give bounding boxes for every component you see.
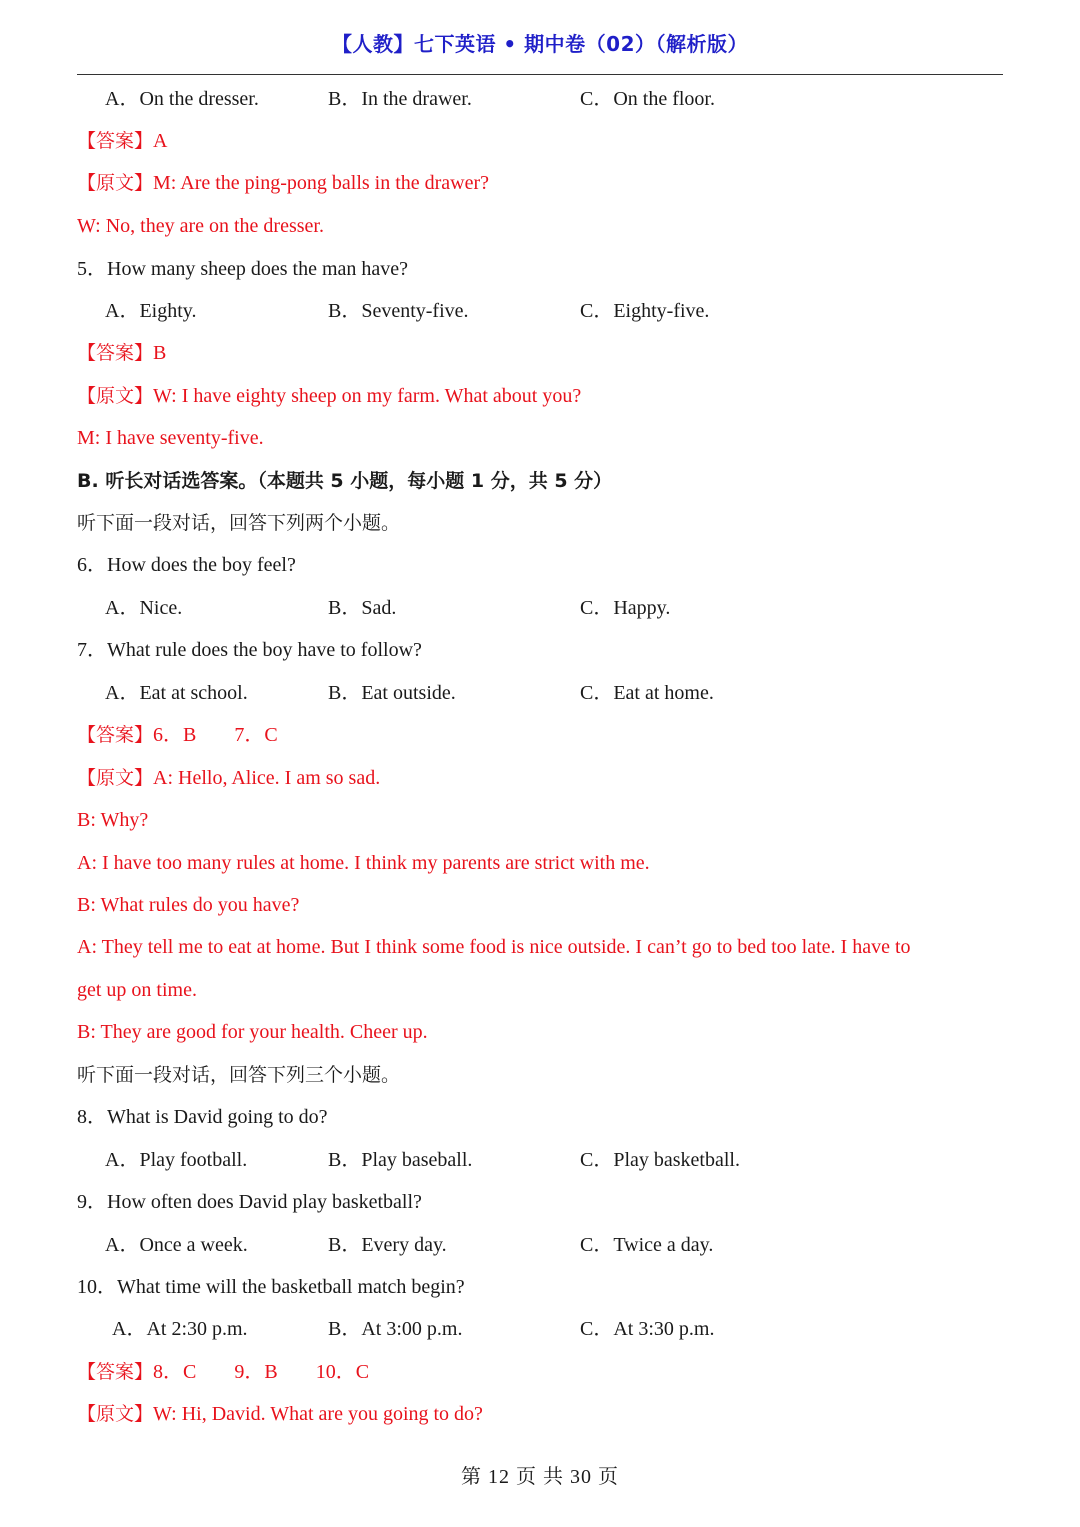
group1-script-4: B: What rules do you have? [77, 894, 300, 916]
q10-option-a: A．At 2:30 p.m. [112, 1318, 248, 1340]
answer-tag: 【答案】 [77, 130, 154, 152]
q6-option-b: B．Sad. [328, 597, 397, 619]
q4-option-a: A．On the dresser. [105, 88, 259, 110]
q4-option-c: C．On the floor. [580, 88, 715, 110]
script-tag: 【原文】 [77, 385, 154, 407]
group1-script-6: get up on time. [77, 979, 197, 1001]
q10-option-b: B．At 3:00 p.m. [328, 1318, 463, 1340]
group1-script-3: A: I have too many rules at home. I think my parents are strict with me. [77, 852, 650, 874]
q4-script-2: W: No, they are on the dresser. [77, 215, 324, 237]
script-text: W: Hi, David. What are you going to do? [153, 1403, 483, 1425]
group1-script-7: B: They are good for your health. Cheer up. [77, 1021, 428, 1043]
q4-option-b: B．In the drawer. [328, 88, 472, 110]
group1-script-2: B: Why? [77, 809, 149, 831]
q6-option-a: A．Nice. [105, 597, 183, 619]
group2-answer [77, 1359, 369, 1385]
q10-question: 10．What time will the basketball match begin? [77, 1276, 465, 1298]
q7-option-c: C．Eat at home. [580, 682, 714, 704]
script-text: M: Are the ping-pong balls in the drawer? [153, 172, 490, 194]
answer-9: 9．B [234, 1361, 278, 1383]
page-number: 第 12 页 共 30 页 [461, 1466, 619, 1488]
page-header [77, 28, 1003, 75]
q6-question: 6．How does the boy feel? [77, 554, 296, 576]
group1-answer [77, 722, 278, 748]
q8-option-c: C．Play basketball. [580, 1149, 740, 1171]
q8-option-a: A．Play football. [105, 1149, 248, 1171]
q9-question: 9．How often does David play basketball? [77, 1191, 422, 1213]
page-footer [0, 1460, 1080, 1489]
section-b-title: B. 听长对话选答案。（本题共 5 小题，每小题 1 分，共 5 分） [77, 470, 613, 492]
q5-answer [77, 340, 166, 366]
q9-option-b: B．Every day. [328, 1234, 447, 1256]
group2-script-1 [77, 1401, 483, 1427]
q8-question: 8．What is David going to do? [77, 1106, 328, 1128]
answer-value: B [153, 342, 167, 364]
q5-option-b: B．Seventy-five. [328, 300, 469, 322]
script-tag: 【原文】 [77, 767, 154, 789]
answer-10: 10．C [315, 1361, 370, 1383]
group1-script-5: A: They tell me to eat at home. But I think some food is nice outside. I can’t go to bed too late. I have to [77, 936, 911, 958]
q10-option-c: C．At 3:30 p.m. [580, 1318, 715, 1340]
group2-intro: 听下面一段对话，回答下列三个小题。 [77, 1064, 401, 1086]
group1-script-1 [77, 765, 380, 791]
q5-question: 5．How many sheep does the man have? [77, 258, 409, 280]
q4-answer [77, 128, 167, 154]
answer-7: 7．C [234, 724, 278, 746]
answer-tag: 【答案】 [77, 724, 154, 746]
q8-option-b: B．Play baseball. [328, 1149, 473, 1171]
q4-script-1 [77, 170, 489, 196]
header-title: 【人教】七下英语 • 期中卷（02）（解析版） [331, 32, 749, 56]
script-tag: 【原文】 [77, 172, 154, 194]
script-text: W: I have eighty sheep on my farm. What about you? [153, 385, 582, 407]
q5-script-2: M: I have seventy-five. [77, 427, 264, 449]
q7-question: 7．What rule does the boy have to follow? [77, 639, 422, 661]
q6-option-c: C．Happy. [580, 597, 671, 619]
q5-script-1 [77, 383, 581, 409]
script-tag: 【原文】 [77, 1403, 154, 1425]
answer-value: A [153, 130, 168, 152]
group1-intro: 听下面一段对话，回答下列两个小题。 [77, 512, 401, 534]
answer-6: 6．B [153, 724, 197, 746]
q5-option-a: A．Eighty. [105, 300, 197, 322]
q7-option-b: B．Eat outside. [328, 682, 456, 704]
q9-option-a: A．Once a week. [105, 1234, 248, 1256]
script-text: A: Hello, Alice. I am so sad. [153, 767, 381, 789]
answer-tag: 【答案】 [77, 342, 154, 364]
q9-option-c: C．Twice a day. [580, 1234, 714, 1256]
answer-8: 8．C [153, 1361, 197, 1383]
answer-tag: 【答案】 [77, 1361, 154, 1383]
q7-option-a: A．Eat at school. [105, 682, 248, 704]
q5-option-c: C．Eighty-five. [580, 300, 710, 322]
